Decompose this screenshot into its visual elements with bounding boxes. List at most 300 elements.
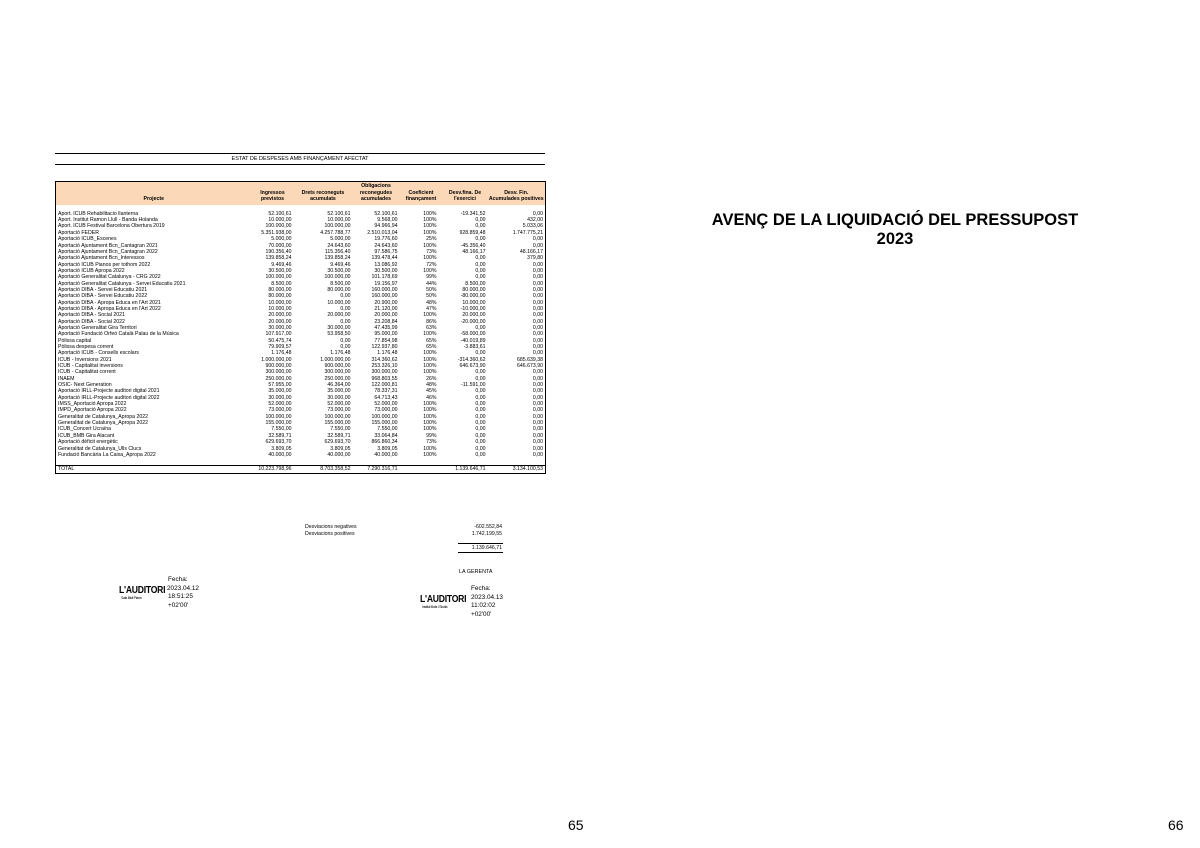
- value-cell: 0,00: [488, 350, 546, 356]
- value-cell: 100%: [423, 401, 437, 408]
- section-title-line1: AVENÇ DE LA LIQUIDACIÓ DEL PRESSUPOST: [711, 211, 1079, 229]
- value-cell: 47.435,99: [374, 324, 398, 331]
- value-cell: 5.033,06: [488, 223, 546, 229]
- value-cell: 0,00: [475, 401, 486, 408]
- value-cell: 46%: [426, 394, 437, 401]
- project-name-cell: ICUB - Capitalitat inversions: [56, 363, 252, 369]
- project-name-cell: Aportació IRLL-Projecte auditori digital 2022: [56, 395, 252, 401]
- value-cell: 94.966,94: [374, 223, 398, 230]
- project-name-cell: Aportació FEDER: [56, 230, 252, 236]
- value-cell: 0,00: [475, 445, 486, 452]
- value-cell: 968.803,55: [371, 375, 398, 382]
- value-cell: 48%: [426, 382, 437, 389]
- value-cell: -80.000,00: [460, 293, 486, 300]
- value-cell: 10.000,00: [327, 299, 351, 306]
- value-cell: 10.000,00: [268, 217, 292, 224]
- value-cell: 0,00: [340, 344, 351, 350]
- value-cell: 70.000,00: [268, 242, 292, 249]
- value-cell: 73%: [426, 439, 437, 446]
- value-cell: 0,00: [475, 388, 486, 395]
- value-cell: 314.360,62: [371, 356, 398, 363]
- project-name-cell: Aportació dèficit energètic: [56, 439, 252, 445]
- project-name-cell: Aportació DIBA - Social 2021: [56, 312, 252, 318]
- value-cell: 13.086,92: [374, 261, 398, 268]
- value-cell: 0,00: [488, 287, 546, 293]
- value-cell: 40.000,00: [268, 451, 292, 458]
- value-cell: 139.858,24: [265, 255, 292, 262]
- value-cell: 0,00: [488, 306, 546, 312]
- project-name-cell: ICUB_Concert Ucraïna: [56, 426, 252, 432]
- value-cell: 100%: [423, 407, 437, 414]
- value-cell: 35.000,00: [327, 388, 351, 395]
- total-value-cell: 1.139.646,71: [443, 466, 488, 474]
- value-cell: 0,00: [488, 293, 546, 299]
- value-cell: 0,00: [475, 217, 486, 224]
- value-cell: 0,00: [340, 293, 351, 300]
- value-cell: 32.589,71: [327, 432, 351, 439]
- total-empty-cell: [400, 466, 443, 474]
- project-name-cell: Pòlissa despesa corrent: [56, 344, 252, 350]
- value-cell: 928.859,48: [459, 229, 486, 236]
- value-cell: 0,00: [488, 376, 546, 382]
- value-cell: 629.693,70: [324, 439, 351, 446]
- value-cell: 0,00: [488, 369, 546, 375]
- total-label: TOTAL: [56, 466, 252, 474]
- deviation-summary: [305, 524, 505, 538]
- project-name-cell: OSIC- Next Generation: [56, 382, 252, 388]
- signature-left: [119, 576, 219, 616]
- value-cell: 900.000,00: [324, 363, 351, 370]
- value-cell: 24.643,60: [327, 242, 351, 249]
- value-cell: 40.000,00: [374, 451, 398, 458]
- value-cell: 0,00: [475, 394, 486, 401]
- value-cell: 10.000,00: [268, 305, 292, 312]
- value-cell: 0,00: [488, 236, 546, 242]
- value-cell: 122.000,81: [371, 382, 398, 389]
- value-cell: 0,00: [475, 413, 486, 420]
- value-cell: 97.586,75: [374, 248, 398, 255]
- value-cell: 100%: [423, 223, 437, 230]
- value-cell: 250.000,00: [265, 375, 292, 382]
- value-cell: 0,00: [340, 305, 351, 312]
- value-cell: 99%: [426, 432, 437, 439]
- gerenta-label: LA GERENTA: [459, 569, 493, 575]
- value-cell: 0,00: [488, 420, 546, 426]
- page-number-right: 66: [1168, 817, 1184, 833]
- value-cell: 0,00: [488, 407, 546, 413]
- value-cell: 48.166,17: [462, 248, 486, 255]
- value-cell: 160.000,00: [371, 286, 398, 293]
- value-cell: 30.000,00: [327, 394, 351, 401]
- value-cell: 3.809,05: [377, 445, 398, 452]
- value-cell: 64.713,43: [374, 394, 398, 401]
- value-cell: 155.000,00: [324, 420, 351, 427]
- value-cell: 0,00: [475, 420, 486, 427]
- value-cell: 80.000,00: [327, 286, 351, 293]
- value-cell: 100%: [423, 420, 437, 427]
- col-header-desvfin-acum: Desv. Fin. Acumulades positives: [488, 182, 546, 205]
- value-cell: 23.208,84: [374, 318, 398, 325]
- value-cell: 0,00: [488, 414, 546, 420]
- value-cell: 72%: [426, 261, 437, 268]
- value-cell: 100%: [423, 242, 437, 249]
- value-cell: 20.900,00: [374, 299, 398, 306]
- total-value-cell: 8.703.358,52: [294, 466, 353, 474]
- value-cell: 24.643,60: [374, 242, 398, 249]
- value-cell: 79.909,57: [268, 344, 292, 350]
- total-row: [56, 466, 546, 474]
- value-cell: 866.860,34: [371, 439, 398, 446]
- project-name-cell: Aportació DIBA - Apropa Educa en l'Art 2022: [56, 306, 252, 312]
- project-name-cell: Aportació Ajuntament Bcn_Cantagran 2021: [56, 243, 252, 249]
- project-name-cell: Aport. ICUB Rehabilitacio llanterna: [56, 211, 252, 217]
- value-cell: 57.955,00: [268, 382, 292, 389]
- value-cell: 9.469,46: [330, 261, 351, 268]
- project-name-cell: ICUB - Inversions 2021: [56, 357, 252, 363]
- value-cell: 0,00: [488, 274, 546, 280]
- report-title: ESTAT DE DESPESES AMB FINANÇAMENT AFECTAT: [55, 153, 545, 165]
- value-cell: 100%: [423, 445, 437, 452]
- value-cell: 20.000,00: [374, 312, 398, 319]
- value-cell: 50%: [426, 293, 437, 300]
- value-cell: 30.500,00: [374, 267, 398, 274]
- value-cell: 48%: [426, 299, 437, 306]
- value-cell: 0,00: [475, 324, 486, 331]
- value-cell: -3.883,61: [463, 344, 486, 350]
- value-cell: 0,00: [488, 426, 546, 432]
- auditori-logo-right: L'AUDITORI Institut Bolls i Sbolla: [420, 593, 467, 609]
- value-cell: 100%: [423, 426, 437, 433]
- value-cell: -58.000,00: [460, 331, 486, 338]
- value-cell: 122.937,80: [371, 344, 398, 350]
- value-cell: 101.178,69: [371, 274, 398, 281]
- value-cell: 46.364,00: [327, 382, 351, 389]
- value-cell: 73.000,00: [268, 407, 292, 414]
- col-header-project: Projecte: [56, 182, 252, 205]
- budget-table: [55, 181, 546, 474]
- value-cell: 0,00: [475, 261, 486, 268]
- value-cell: 0,00: [488, 300, 546, 306]
- value-cell: 100.000,00: [265, 413, 292, 420]
- value-cell: 45%: [426, 388, 437, 395]
- value-cell: 95.000,00: [374, 331, 398, 338]
- value-cell: 9.568,00: [377, 217, 398, 224]
- net-deviation-value: 1.139.646,71: [471, 545, 502, 551]
- value-cell: 52.100,61: [374, 210, 398, 217]
- value-cell: 0,00: [488, 243, 546, 249]
- project-name-cell: Pòlissa capital: [56, 338, 252, 344]
- value-cell: 7.550,00: [377, 426, 398, 433]
- value-cell: 646.673,90: [488, 363, 546, 369]
- value-cell: 1.747.775,21: [488, 230, 546, 236]
- value-cell: 0,00: [340, 318, 351, 325]
- value-cell: 10.000,00: [327, 217, 351, 224]
- value-cell: 0,00: [475, 375, 486, 382]
- value-cell: 1.000.000,00: [261, 356, 292, 363]
- value-cell: 253.326,10: [371, 363, 398, 370]
- value-cell: 0,00: [488, 262, 546, 268]
- value-cell: 100%: [423, 217, 437, 224]
- value-cell: 78.337,31: [374, 388, 398, 395]
- value-cell: 1.176,48: [377, 350, 398, 357]
- summary-divider: [458, 543, 503, 544]
- signature-right: [420, 585, 530, 625]
- value-cell: 1.176,48: [330, 350, 351, 357]
- signature-left-text: Fecha: 2023.04.12 18:51:25 +02'00': [167, 576, 199, 609]
- value-cell: 0,00: [488, 281, 546, 287]
- value-cell: 30.500,00: [268, 267, 292, 274]
- col-header-obligacions: Obligacions reconegudes acumulades: [353, 182, 400, 205]
- value-cell: 8.500,00: [465, 280, 486, 287]
- value-cell: 300.000,00: [265, 369, 292, 376]
- value-cell: 20.000,00: [268, 312, 292, 319]
- project-name-cell: Aportació ICUB - Consells escolars: [56, 350, 252, 356]
- value-cell: 8.500,00: [271, 280, 292, 287]
- total-value-cell: 3.134.100,53: [488, 466, 546, 474]
- value-cell: 107.917,00: [265, 331, 292, 338]
- value-cell: 52.100,61: [268, 210, 292, 217]
- value-cell: 139.858,24: [324, 255, 351, 262]
- value-cell: 0,00: [475, 255, 486, 262]
- project-name-cell: ICUB - Capitalitat corrent: [56, 369, 252, 375]
- value-cell: 300.000,00: [371, 369, 398, 376]
- value-cell: 52.000,00: [268, 401, 292, 408]
- right-page: [600, 0, 1200, 848]
- value-cell: 80.000,00: [268, 286, 292, 293]
- value-cell: 0,00: [475, 439, 486, 446]
- value-cell: 0,00: [488, 452, 546, 458]
- value-cell: 0,00: [475, 432, 486, 439]
- value-cell: 5.351.938,00: [261, 229, 292, 236]
- value-cell: 160.000,00: [371, 293, 398, 300]
- value-cell: 250.000,00: [324, 375, 351, 382]
- value-cell: 0,00: [488, 439, 546, 445]
- project-name-cell: IMSS_Aportació Apropa 2022: [56, 401, 252, 407]
- project-name-cell: INAEM: [56, 376, 252, 382]
- value-cell: 0,00: [488, 312, 546, 318]
- project-name-cell: Aportació Generalitat Catalunya - CRG 2022: [56, 274, 252, 280]
- value-cell: 9.469,46: [271, 261, 292, 268]
- value-cell: 0,00: [475, 350, 486, 357]
- value-cell: 0,00: [475, 369, 486, 376]
- value-cell: 100.000,00: [324, 413, 351, 420]
- value-cell: 100%: [423, 356, 437, 363]
- project-name-cell: Aportació Generalitat Gira Territori: [56, 325, 252, 331]
- value-cell: 100.000,00: [265, 223, 292, 230]
- value-cell: 155.000,00: [371, 420, 398, 427]
- value-cell: 10.000,00: [268, 299, 292, 306]
- value-cell: 65%: [426, 337, 437, 344]
- project-name-cell: Fundació Bancària La Caixa_Apropa 2022: [56, 452, 252, 458]
- value-cell: 3.809,05: [330, 445, 351, 452]
- project-name-cell: Aportació DIBA - Apropa Educa en l'Art 2021: [56, 300, 252, 306]
- value-cell: 7.550,00: [271, 426, 292, 433]
- value-cell: 8.500,00: [330, 280, 351, 287]
- value-cell: 432,00: [488, 217, 546, 223]
- value-cell: 139.478,44: [371, 255, 398, 262]
- negative-deviation-label: Desviacions negatives: [305, 524, 357, 530]
- value-cell: -45.356,40: [460, 242, 486, 249]
- value-cell: 0,00: [475, 407, 486, 414]
- value-cell: 0,00: [488, 344, 546, 350]
- value-cell: -40.019,89: [460, 337, 486, 344]
- total-value-cell: 10.223.798,96: [252, 466, 294, 474]
- value-cell: 115.356,40: [324, 248, 351, 255]
- value-cell: 100.000,00: [324, 223, 351, 230]
- value-cell: -314.360,62: [457, 356, 486, 363]
- value-cell: 900.000,00: [265, 363, 292, 370]
- value-cell: 0,00: [488, 319, 546, 325]
- value-cell: 685.639,38: [488, 357, 546, 363]
- value-cell: 5.000,00: [330, 236, 351, 243]
- value-cell: 0,00: [475, 451, 486, 458]
- value-cell: 0,00: [488, 338, 546, 344]
- value-cell: 4.257.788,77: [320, 229, 351, 236]
- project-name-cell: Aportació DIBA - Servei Educatiu 2021: [56, 287, 252, 293]
- signature-right-text: Fecha: 2023.04.13 11:02:02 +02'00': [471, 585, 503, 618]
- spacer-row: [56, 458, 546, 466]
- value-cell: 646.673,90: [459, 363, 486, 370]
- value-cell: 7.550,00: [330, 426, 351, 433]
- value-cell: 0,00: [488, 268, 546, 274]
- value-cell: 52.100,61: [327, 210, 351, 217]
- value-cell: 100%: [423, 210, 437, 217]
- value-cell: 0,00: [475, 274, 486, 281]
- page-number-left: 65: [568, 817, 584, 833]
- value-cell: 32.589,71: [268, 432, 292, 439]
- value-cell: 50%: [426, 286, 437, 293]
- value-cell: 155.000,00: [265, 420, 292, 427]
- value-cell: 0,00: [488, 331, 546, 337]
- value-cell: -20.000,00: [460, 318, 486, 325]
- value-cell: 44%: [426, 280, 437, 287]
- project-name-cell: IMPD_Aportació Apropa 2022: [56, 407, 252, 413]
- value-cell: 19.156,97: [374, 280, 398, 287]
- value-cell: 52.000,00: [374, 401, 398, 408]
- value-cell: 0,00: [488, 382, 546, 388]
- value-cell: 47%: [426, 305, 437, 312]
- value-cell: 0,00: [475, 236, 486, 243]
- value-cell: 30.000,00: [268, 394, 292, 401]
- value-cell: 20.000,00: [462, 312, 486, 319]
- project-name-cell: Aportació DIBA - Servei Educatiu 2022: [56, 293, 252, 299]
- value-cell: 80.000,00: [268, 293, 292, 300]
- value-cell: 73.000,00: [374, 407, 398, 414]
- section-title-line2: 2023: [876, 230, 914, 248]
- value-cell: 50.475,74: [268, 337, 292, 344]
- value-cell: 40.000,00: [327, 451, 351, 458]
- value-cell: -11.591,00: [461, 382, 486, 389]
- value-cell: 0,00: [488, 325, 546, 331]
- project-name-cell: ICUB_BMB Gira Alacant: [56, 433, 252, 439]
- value-cell: 100%: [423, 267, 437, 274]
- project-name-cell: Aport. ICUB Festival Barcelona Obertura 2019: [56, 223, 252, 229]
- value-cell: 100%: [423, 413, 437, 420]
- project-name-cell: Aport. Institut Ramon Llull - Banda Holanda: [56, 217, 252, 223]
- value-cell: 1.000.000,00: [320, 356, 351, 363]
- value-cell: 86%: [426, 318, 437, 325]
- col-header-drets: Drets reconeguts acumulats: [294, 182, 353, 205]
- auditori-logo-left: L'AUDITORI Sala Bioll Plana: [119, 584, 166, 600]
- value-cell: 77.854,98: [374, 337, 398, 344]
- value-cell: 3.809,05: [271, 445, 292, 452]
- project-name-cell: Aportació Ajuntament Bcn_Cantagran 2022: [56, 249, 252, 255]
- value-cell: 65%: [426, 344, 437, 350]
- project-name-cell: Aportació ICUB Apropa 2022: [56, 268, 252, 274]
- value-cell: 99%: [426, 274, 437, 281]
- summary-underline: [458, 552, 503, 553]
- project-name-cell: Aportació IRLL-Projecte auditori digital 2021: [56, 388, 252, 394]
- value-cell: 100%: [423, 350, 437, 357]
- col-header-ingressos: Ingressos previstos: [252, 182, 294, 205]
- value-cell: 2.510.013,04: [367, 229, 398, 236]
- total-value-cell: 7.290.316,71: [353, 466, 400, 474]
- value-cell: 100%: [423, 229, 437, 236]
- project-name-cell: Aportació Generalitat Catalunya - Servei Educatiu 2021: [56, 281, 252, 287]
- value-cell: 100%: [423, 312, 437, 319]
- value-cell: 80.000,00: [462, 286, 486, 293]
- value-cell: 10.000,00: [462, 299, 486, 306]
- value-cell: 53.958,50: [327, 331, 351, 338]
- value-cell: 30.000,00: [268, 324, 292, 331]
- value-cell: 100%: [423, 363, 437, 370]
- value-cell: 35.000,00: [268, 388, 292, 395]
- col-header-desvfina: Desv.fina. De l'exercici: [443, 182, 488, 205]
- value-cell: 52.000,00: [327, 401, 351, 408]
- value-cell: 629.693,70: [265, 439, 292, 446]
- value-cell: 0,00: [488, 433, 546, 439]
- value-cell: 26%: [426, 375, 437, 382]
- value-cell: 100.000,00: [265, 274, 292, 281]
- value-cell: 190.356,40: [265, 248, 292, 255]
- value-cell: 379,80: [488, 255, 546, 261]
- value-cell: 1.176,48: [271, 350, 292, 357]
- value-cell: 0,00: [475, 223, 486, 230]
- value-cell: 30.000,00: [327, 324, 351, 331]
- value-cell: 100%: [423, 331, 437, 338]
- value-cell: 100.000,00: [324, 274, 351, 281]
- value-cell: 0,00: [475, 426, 486, 433]
- value-cell: 100%: [423, 451, 437, 458]
- value-cell: 5.000,00: [271, 236, 292, 243]
- value-cell: 0,00: [340, 337, 351, 344]
- negative-deviation-value: -602.552,84: [474, 524, 502, 530]
- value-cell: -10.000,00: [460, 305, 486, 312]
- value-cell: 0,00: [488, 395, 546, 401]
- value-cell: 63%: [426, 324, 437, 331]
- project-name-cell: Aportació ICUB_Escenes: [56, 236, 252, 242]
- value-cell: 300.000,00: [324, 369, 351, 376]
- value-cell: 0,00: [488, 401, 546, 407]
- value-cell: 21.120,00: [374, 305, 398, 312]
- value-cell: 25%: [426, 236, 437, 243]
- value-cell: 100.000,00: [371, 413, 398, 420]
- project-name-cell: Generalitat de Catalunya_Apropa 2022: [56, 420, 252, 426]
- value-cell: 0,00: [488, 211, 546, 217]
- positive-deviation-value: 1.742.199,55: [471, 531, 502, 537]
- value-cell: 20.000,00: [327, 312, 351, 319]
- value-cell: 48.166,17: [488, 249, 546, 255]
- project-name-cell: Aportació Ajuntament Bcn_Interessos: [56, 255, 252, 261]
- value-cell: 0,00: [488, 446, 546, 452]
- value-cell: 30.500,00: [327, 267, 351, 274]
- value-cell: 73%: [426, 248, 437, 255]
- project-name-cell: Aportació DIBA - Social 2022: [56, 319, 252, 325]
- project-name-cell: Aportació Fundació Orfeó Català Palau de la Música: [56, 331, 252, 337]
- value-cell: 0,00: [488, 388, 546, 394]
- positive-deviation-label: Desviacions positives: [305, 531, 355, 537]
- value-cell: 73.000,00: [327, 407, 351, 414]
